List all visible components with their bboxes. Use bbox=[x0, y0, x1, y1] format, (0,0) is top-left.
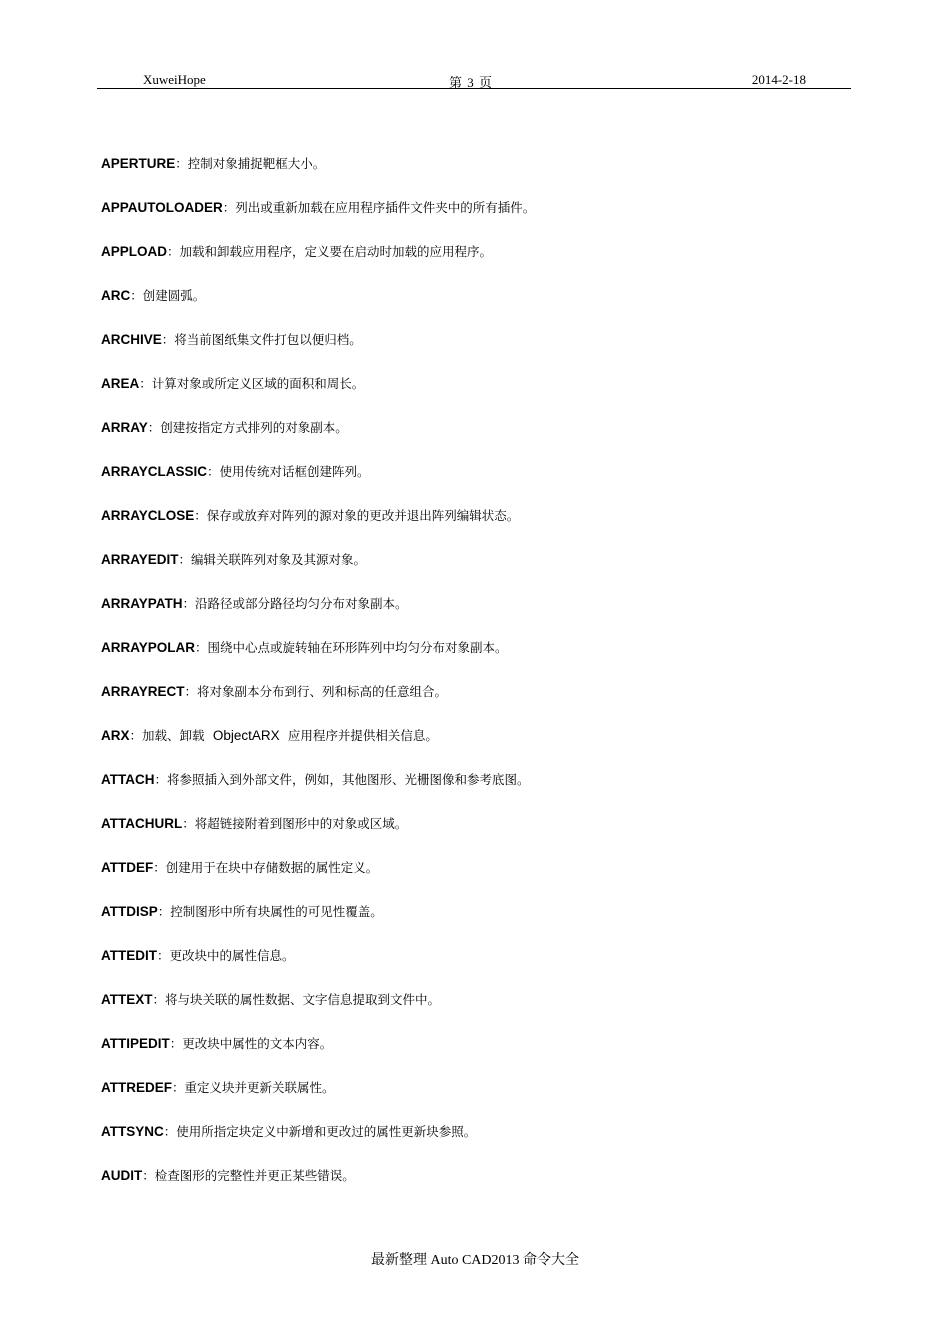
command-name: ATTDEF bbox=[101, 860, 154, 875]
command-description: 创建按指定方式排列的对象副本。 bbox=[160, 420, 348, 435]
command-description: 控制对象捕捉靶框大小。 bbox=[187, 156, 326, 171]
command-name: ATTDISP bbox=[101, 904, 158, 919]
command-separator: ： bbox=[194, 508, 207, 523]
command-description-rest: 应用程序并提供相关信息。 bbox=[287, 728, 438, 743]
command-name: AREA bbox=[101, 376, 140, 391]
command-description: 创建圆弧。 bbox=[142, 288, 206, 303]
command-separator: ： bbox=[163, 1124, 177, 1139]
command-name: ARCHIVE bbox=[101, 332, 162, 347]
command-description-term: ObjectARX bbox=[212, 728, 280, 743]
command-entry bbox=[101, 989, 861, 1033]
command-name: ARRAYCLASSIC bbox=[101, 464, 208, 479]
page-footer: 最新整理 Auto CAD2013 命令大全 bbox=[370, 1253, 580, 1268]
command-entry bbox=[101, 637, 861, 681]
command-separator: ： bbox=[152, 992, 166, 1007]
command-separator: ： bbox=[142, 1168, 155, 1183]
command-separator: ： bbox=[222, 200, 236, 215]
command-description: 加载和卸载应用程序，定义要在启动时加载的应用程序。 bbox=[179, 244, 493, 259]
command-description: 控制图形中所有块属性的可见性覆盖。 bbox=[170, 904, 383, 919]
command-entry bbox=[101, 329, 861, 373]
command-entry bbox=[101, 769, 861, 813]
command-entry bbox=[101, 1077, 861, 1121]
command-description: 将与块关联的属性数据、文字信息提取到文件中。 bbox=[165, 992, 441, 1007]
command-name: ATTEXT bbox=[101, 992, 153, 1007]
command-separator: ： bbox=[139, 376, 152, 391]
command-separator: ： bbox=[167, 244, 180, 259]
command-name: ATTSYNC bbox=[101, 1124, 164, 1139]
command-entry bbox=[101, 1121, 861, 1165]
command-entry bbox=[101, 373, 861, 417]
command-name: ARC bbox=[101, 288, 131, 303]
command-separator: ： bbox=[157, 904, 171, 919]
command-entry bbox=[101, 593, 861, 637]
command-name: ARRAYEDIT bbox=[101, 552, 179, 567]
command-description: 围绕中心点或旋转轴在环形阵列中均匀分布对象副本。 bbox=[207, 640, 508, 655]
command-description: 列出或重新加载在应用程序插件文件夹中的所有插件。 bbox=[235, 200, 536, 215]
command-entry bbox=[101, 241, 861, 285]
command-separator: ： bbox=[184, 684, 198, 699]
command-name: ATTACHURL bbox=[101, 816, 183, 831]
command-name: ATTEDIT bbox=[101, 948, 157, 963]
command-description: 创建用于在块中存储数据的属性定义。 bbox=[165, 860, 379, 875]
command-name: ARX bbox=[101, 728, 130, 743]
command-entry bbox=[101, 857, 861, 901]
command-name: APPAUTOLOADER bbox=[101, 200, 223, 215]
command-description: 更改块中的属性信息。 bbox=[169, 948, 295, 963]
command-name: ATTIPEDIT bbox=[101, 1036, 170, 1051]
command-separator: ： bbox=[153, 860, 166, 875]
command-separator: ： bbox=[175, 156, 188, 171]
command-entry bbox=[101, 901, 861, 945]
command-name: ARRAYRECT bbox=[101, 684, 185, 699]
command-separator: ： bbox=[161, 332, 175, 347]
command-separator: ： bbox=[182, 816, 195, 831]
command-description: 将参照插入到外部文件，例如，其他图形、光栅图像和参考底图。 bbox=[167, 772, 530, 787]
command-separator: ： bbox=[147, 420, 161, 435]
header-page-number: 第 3 页 bbox=[449, 75, 494, 90]
command-description: 将超链接附着到图形中的对象或区域。 bbox=[194, 816, 408, 831]
header-author: XuweiHope bbox=[143, 72, 206, 87]
command-description: 沿路径或部分路径均匀分布对象副本。 bbox=[195, 596, 408, 611]
header-date: 2014-2-18 bbox=[751, 72, 806, 87]
command-entry bbox=[101, 681, 861, 725]
command-entry bbox=[101, 945, 861, 989]
command-description: 使用传统对话框创建阵列。 bbox=[219, 464, 370, 479]
command-separator: ： bbox=[157, 948, 170, 963]
command-entry bbox=[101, 1165, 861, 1209]
command-separator: ： bbox=[154, 772, 168, 787]
command-name: ARRAYPATH bbox=[101, 596, 183, 611]
command-separator: ： bbox=[172, 1080, 185, 1095]
command-description: 将当前图纸集文件打包以便归档。 bbox=[174, 332, 362, 347]
command-list bbox=[101, 153, 861, 1209]
command-entry bbox=[101, 1033, 861, 1077]
command-entry bbox=[101, 461, 861, 505]
command-separator: ： bbox=[129, 728, 143, 743]
command-name: APERTURE bbox=[101, 156, 176, 171]
command-name: ATTACH bbox=[101, 772, 155, 787]
command-description: 将对象副本分布到行、列和标高的任意组合。 bbox=[197, 684, 448, 699]
command-name: AUDIT bbox=[101, 1168, 143, 1183]
command-description: 编辑关联阵列对象及其源对象。 bbox=[191, 552, 367, 567]
command-entry bbox=[101, 725, 861, 769]
command-entry bbox=[101, 197, 861, 241]
command-separator: ： bbox=[130, 288, 143, 303]
command-description: 使用所指定块定义中新增和更改过的属性更新块参照。 bbox=[176, 1124, 477, 1139]
command-description: 加载、卸载 bbox=[142, 728, 205, 743]
command-entry bbox=[101, 549, 861, 593]
command-separator: ： bbox=[169, 1036, 183, 1051]
command-separator: ： bbox=[182, 596, 196, 611]
command-separator: ： bbox=[178, 552, 192, 567]
command-entry bbox=[101, 505, 861, 549]
command-separator: ： bbox=[195, 640, 208, 655]
command-name: ARRAYPOLAR bbox=[101, 640, 196, 655]
command-description: 保存或放弃对阵列的源对象的更改并退出阵列编辑状态。 bbox=[206, 508, 520, 523]
page-header bbox=[97, 68, 851, 89]
command-description: 计算对象或所定义区域的面积和周长。 bbox=[151, 376, 365, 391]
command-description: 重定义块并更新关联属性。 bbox=[184, 1080, 335, 1095]
command-name: ARRAY bbox=[101, 420, 148, 435]
command-entry bbox=[101, 813, 861, 857]
command-name: ATTREDEF bbox=[101, 1080, 172, 1095]
command-description: 检查图形的完整性并更正某些错误。 bbox=[154, 1168, 355, 1183]
command-separator: ： bbox=[207, 464, 220, 479]
command-entry bbox=[101, 153, 861, 197]
command-entry bbox=[101, 285, 861, 329]
command-entry bbox=[101, 417, 861, 461]
command-name: ARRAYCLOSE bbox=[101, 508, 195, 523]
command-name: APPLOAD bbox=[101, 244, 168, 259]
command-description: 更改块中属性的文本内容。 bbox=[182, 1036, 333, 1051]
